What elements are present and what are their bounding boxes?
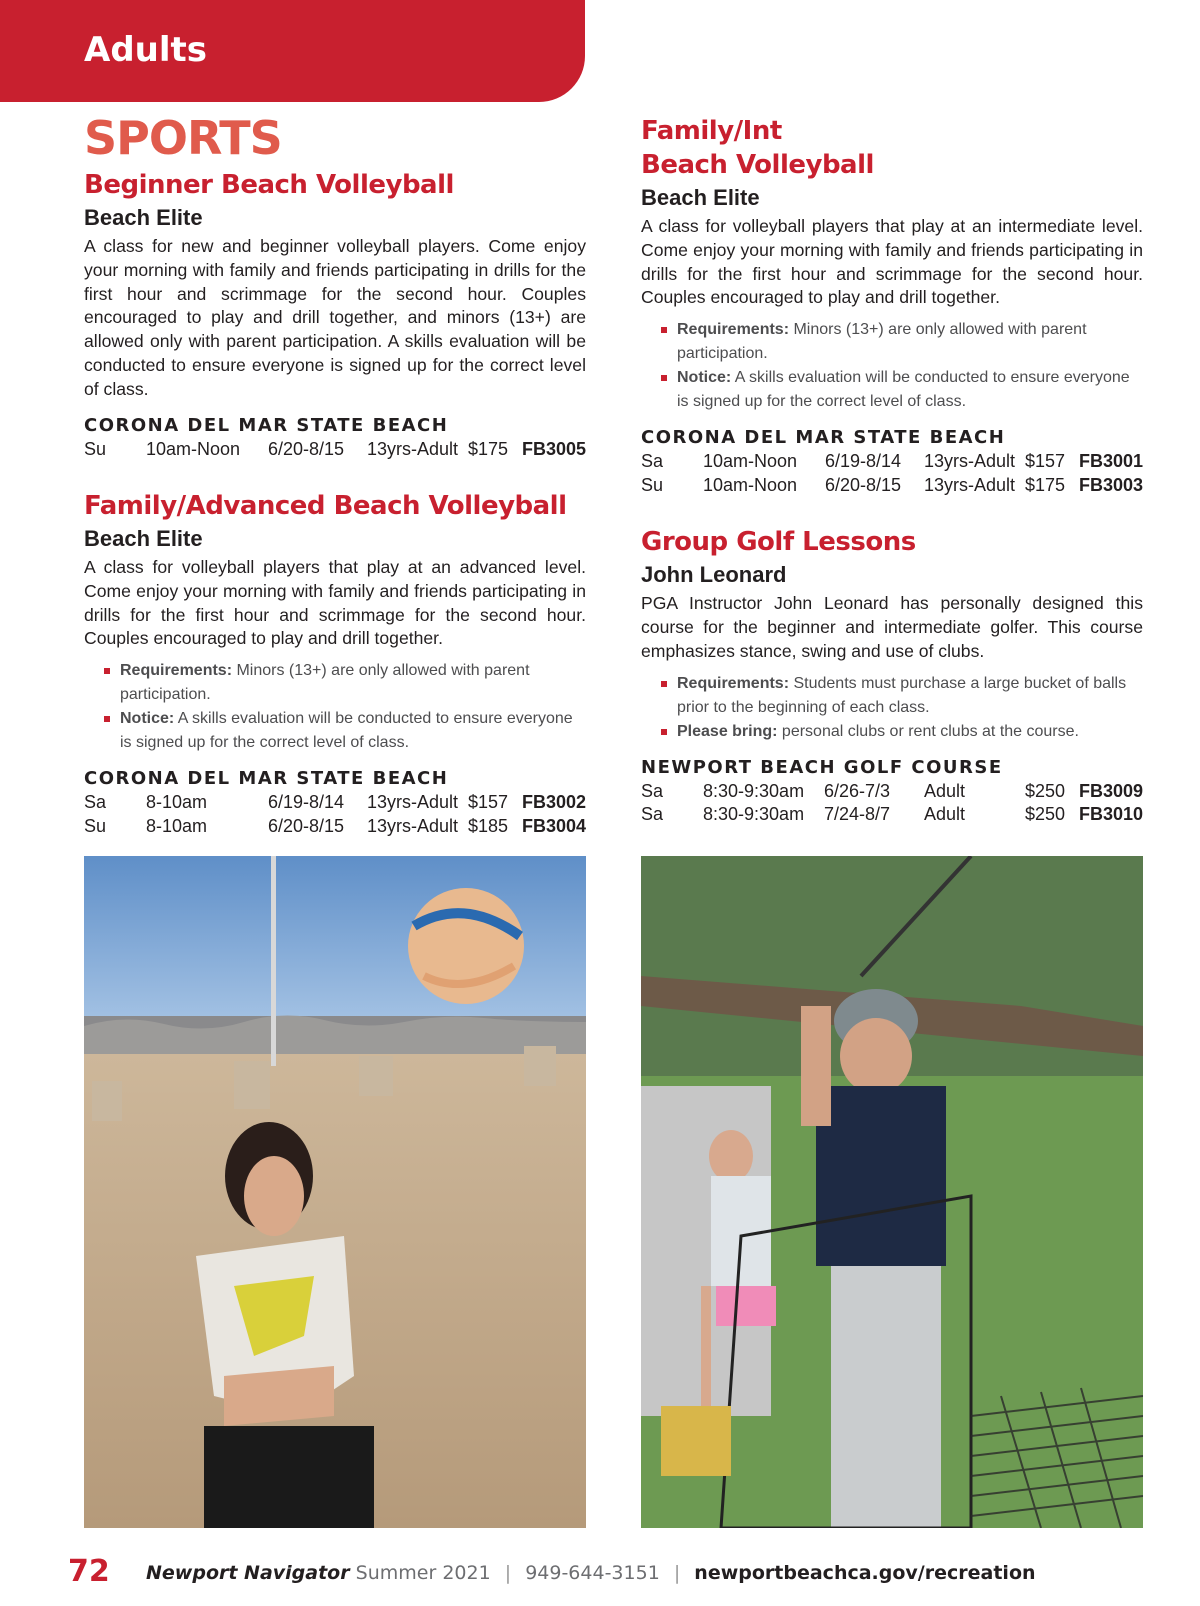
schedule-row (84, 438, 586, 462)
header-tab-label: Adults (84, 30, 208, 70)
note-text: Minors (13+) are only allowed with parent participation. (120, 662, 530, 704)
session-time: 8:30-9:30am (703, 780, 805, 801)
note-text: personal clubs or rent clubs at the course. (777, 722, 1079, 740)
note-text: Students must purchase a large bucket of balls prior to the beginning of each class. (677, 674, 1127, 716)
session-day: Sa (641, 804, 664, 825)
footer-separator: | (673, 1562, 681, 1584)
course-instructor: Beach Elite (84, 205, 203, 230)
session-price: $185 (468, 815, 509, 836)
note-item (661, 366, 1143, 414)
course-location: CORONA DEL MAR STATE BEACH (641, 427, 1006, 449)
edition: Summer 2021 (355, 1562, 491, 1584)
session-dates: 6/20-8/15 (825, 474, 902, 495)
course-location: CORONA DEL MAR STATE BEACH (84, 768, 449, 790)
session-time: 8-10am (146, 815, 208, 836)
schedule-row (641, 780, 1143, 804)
course-listing (641, 114, 1143, 497)
course-code: FB3005 (521, 438, 586, 459)
golf-lesson-illustration (641, 856, 1143, 1528)
right-column (641, 114, 1143, 847)
schedule-row (641, 803, 1143, 827)
session-price: $175 (1025, 474, 1066, 495)
course-code: FB3009 (1078, 780, 1143, 801)
course-title-line: Family/Int (641, 116, 782, 146)
phone-number: 949-644-3151 (525, 1562, 660, 1584)
course-code: FB3002 (521, 792, 586, 813)
session-dates: 6/19-8/14 (825, 451, 902, 472)
golf-lesson-photo (641, 856, 1143, 1528)
note-label: Please bring: (677, 722, 778, 740)
page-footer (68, 1554, 1168, 1594)
session-age: 13yrs-Adult (367, 792, 459, 813)
course-code: FB3004 (521, 815, 586, 836)
session-time: 8-10am (146, 792, 208, 813)
course-title: Beginner Beach Volleyball (84, 170, 454, 200)
schedule-table (641, 450, 1143, 497)
schedule-row (641, 450, 1143, 474)
session-dates: 6/26-7/3 (824, 780, 891, 801)
session-price: $250 (1025, 804, 1066, 825)
beach-volleyball-illustration (84, 856, 586, 1528)
schedule-table (84, 791, 586, 838)
website-link[interactable]: newportbeachca.gov/recreation (694, 1562, 1036, 1584)
session-price: $250 (1025, 780, 1066, 801)
session-time: 10am-Noon (146, 438, 241, 459)
course-listing (641, 525, 1143, 826)
session-age: Adult (924, 780, 966, 801)
schedule-row (84, 791, 586, 815)
session-day: Sa (84, 792, 107, 813)
note-item (661, 318, 1143, 366)
session-time: 8:30-9:30am (703, 804, 805, 825)
course-instructor: John Leonard (641, 562, 787, 588)
session-day: Su (84, 438, 107, 459)
session-age: 13yrs-Adult (367, 438, 459, 459)
course-code: FB3003 (1078, 474, 1143, 495)
session-price: $157 (1025, 451, 1066, 472)
note-item (104, 707, 586, 755)
course-listing (84, 489, 586, 838)
course-title-line: Beach Volleyball (641, 150, 874, 180)
note-text: A skills evaluation will be conducted to ensure everyone is signed up for the correct level of class. (677, 369, 1130, 411)
course-notes (661, 318, 1143, 414)
session-time: 10am-Noon (703, 474, 798, 495)
beach-volleyball-photo (84, 856, 586, 1528)
course-location: NEWPORT BEACH GOLF COURSE (641, 756, 1003, 778)
session-age: 13yrs-Adult (367, 815, 459, 836)
course-description: A class for volleyball players that play at an intermediate level. Come enjoy your morning with family and friends participating in drills for the first hour and scrimmage for the second hour. Couples encouraged to play and drill together. (641, 216, 1143, 308)
note-item (104, 659, 586, 707)
footer-separator: | (504, 1562, 512, 1584)
session-day: Su (641, 474, 664, 495)
session-dates: 6/20-8/15 (268, 815, 345, 836)
session-time: 10am-Noon (703, 451, 798, 472)
course-title: Family/Advanced Beach Volleyball (84, 491, 567, 522)
note-label: Requirements: (677, 321, 790, 339)
course-listing (84, 168, 586, 461)
left-column (84, 110, 586, 858)
note-item (661, 672, 1143, 720)
session-day: Su (84, 815, 107, 836)
schedule-row (84, 815, 586, 839)
section-title: SPORTS (84, 111, 282, 165)
page-number: 72 (68, 1554, 110, 1589)
footer-text (146, 1562, 1036, 1584)
session-dates: 7/24-8/7 (824, 804, 891, 825)
session-day: Sa (641, 780, 664, 801)
session-day: Sa (641, 451, 664, 472)
note-label: Notice: (677, 369, 732, 387)
session-dates: 6/19-8/14 (268, 792, 345, 813)
schedule-table (84, 438, 586, 462)
note-label: Requirements: (677, 674, 790, 692)
note-label: Notice: (120, 710, 175, 728)
session-age: 13yrs-Adult (924, 474, 1016, 495)
session-age: 13yrs-Adult (924, 451, 1016, 472)
course-notes (104, 659, 586, 755)
course-location: CORONA DEL MAR STATE BEACH (84, 414, 449, 436)
session-price: $175 (468, 438, 509, 459)
session-dates: 6/20-8/15 (268, 438, 345, 459)
session-age: Adult (924, 804, 966, 825)
course-code: FB3010 (1078, 804, 1143, 825)
schedule-row (641, 474, 1143, 498)
course-instructor: Beach Elite (84, 526, 203, 552)
course-instructor: Beach Elite (641, 185, 760, 210)
course-notes (661, 672, 1143, 744)
schedule-table (641, 780, 1143, 827)
session-price: $157 (468, 792, 509, 813)
course-title: Group Golf Lessons (641, 527, 916, 558)
course-description: A class for volleyball players that play at an advanced level. Come enjoy your morning with family and friends participating in drills for the first hour and scrimmage for the second hour. Couples encouraged to play and drill together. (84, 557, 586, 649)
publication-name: Newport Navigator (146, 1562, 350, 1584)
note-text: A skills evaluation will be conducted to ensure everyone is signed up for the correct level of class. (120, 710, 573, 752)
section-header-tab (0, 0, 585, 102)
course-description: PGA Instructor John Leonard has personally designed this course for the beginner and intermediate golfer. This course emphasizes stance, swing and use of clubs. (641, 593, 1143, 661)
note-item (661, 720, 1143, 744)
note-text: Minors (13+) are only allowed with parent participation. (677, 321, 1087, 363)
note-label: Requirements: (120, 662, 233, 680)
course-code: FB3001 (1078, 451, 1143, 472)
course-description: A class for new and beginner volleyball players. Come enjoy your morning with family and friends participating in drills for the first hour and scrimmage for the second hour. Couples encouraged to play and drill together, and minors (13+) are allowed only with parent participation. A skills evaluation will be conducted to ensure everyone is signed up for the correct level of class. (84, 236, 586, 399)
